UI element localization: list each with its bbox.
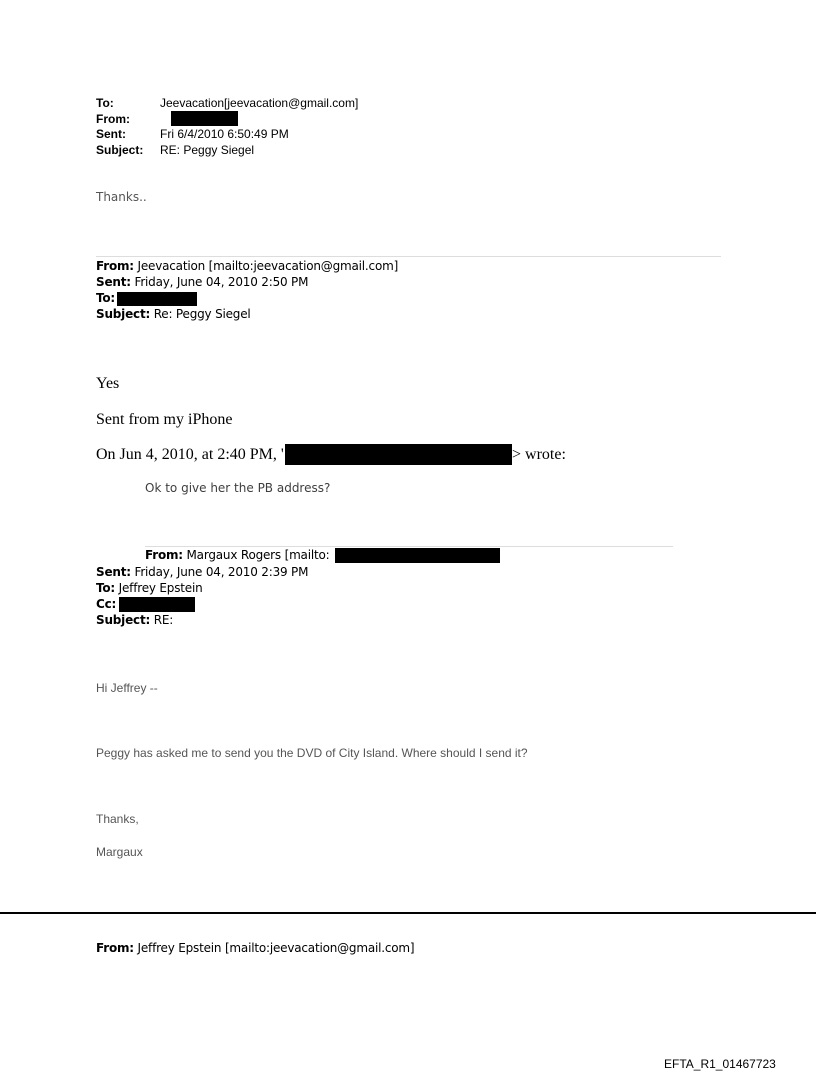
msg4-from-line	[96, 941, 414, 956]
signature: Margaux	[96, 845, 143, 859]
sent-from-iphone: Sent from my iPhone	[96, 411, 233, 428]
msg3-to-line	[96, 581, 202, 596]
msg3-from-label: From:	[145, 548, 183, 562]
msg3-sent-line	[96, 565, 308, 580]
msg2-to-line	[96, 291, 115, 306]
redaction-bar	[119, 597, 195, 612]
redaction-bar	[171, 111, 238, 126]
msg3-from-line	[145, 548, 329, 563]
msg2-subject-label: Subject:	[96, 307, 151, 321]
msg2-from-label: From:	[96, 259, 134, 273]
msg2-sent-label: Sent:	[96, 275, 131, 289]
to-label: To:	[96, 96, 114, 110]
subject-value: RE: Peggy Siegel	[160, 143, 255, 157]
msg4-from-label: From:	[96, 941, 134, 955]
msg3-sent-value: Friday, June 04, 2010 2:39 PM	[130, 565, 309, 579]
bates-number: EFTA_R1_01467723	[664, 1057, 776, 1071]
msg4-from-value: Jeffrey Epstein [mailto:jeevacation@gmail.com]	[133, 941, 415, 955]
reply-body: Thanks..	[96, 190, 147, 204]
redaction-bar	[285, 444, 512, 465]
separator	[145, 546, 673, 547]
separator	[96, 256, 721, 257]
to-value: Jeevacation[jeevacation@gmail.com]	[160, 96, 359, 110]
msg3-from-value: Margaux Rogers [mailto:	[182, 548, 330, 562]
msg3-to-label: To:	[96, 581, 116, 595]
msg2-sent-value: Friday, June 04, 2010 2:50 PM	[130, 275, 309, 289]
msg3-cc-label: Cc:	[96, 597, 117, 611]
subject-label: Subject:	[96, 143, 144, 157]
redaction-bar	[117, 292, 197, 306]
msg3-sent-label: Sent:	[96, 565, 131, 579]
greeting: Hi Jeffrey --	[96, 681, 158, 695]
msg3-subject-line	[96, 613, 173, 628]
msg3-subject-label: Subject:	[96, 613, 151, 627]
quoted-text: Ok to give her the PB address?	[145, 481, 331, 495]
closing: Thanks,	[96, 812, 139, 826]
page-divider	[0, 912, 816, 914]
on-date-prefix: On Jun 4, 2010, at 2:40 PM, '	[96, 446, 284, 463]
msg2-from-line	[96, 259, 398, 274]
body-text: Peggy has asked me to send you the DVD of City Island. Where should I send it?	[96, 746, 528, 760]
msg2-from-value: Jeevacation [mailto:jeevacation@gmail.com]	[133, 259, 399, 273]
on-date-suffix: > wrote:	[512, 446, 566, 463]
msg2-to-label: To:	[96, 291, 116, 305]
msg3-cc-line	[96, 597, 116, 612]
msg3-to-value: Jeffrey Epstein	[115, 581, 203, 595]
redaction-bar	[335, 548, 500, 563]
from-label: From:	[96, 112, 130, 126]
msg2-subject-line	[96, 307, 251, 322]
msg3-subject-value: RE:	[150, 613, 174, 627]
yes-text: Yes	[96, 375, 120, 392]
msg2-sent-line	[96, 275, 308, 290]
sent-value: Fri 6/4/2010 6:50:49 PM	[160, 127, 289, 141]
msg2-subject-value: Re: Peggy Siegel	[150, 307, 251, 321]
sent-label: Sent:	[96, 127, 126, 141]
